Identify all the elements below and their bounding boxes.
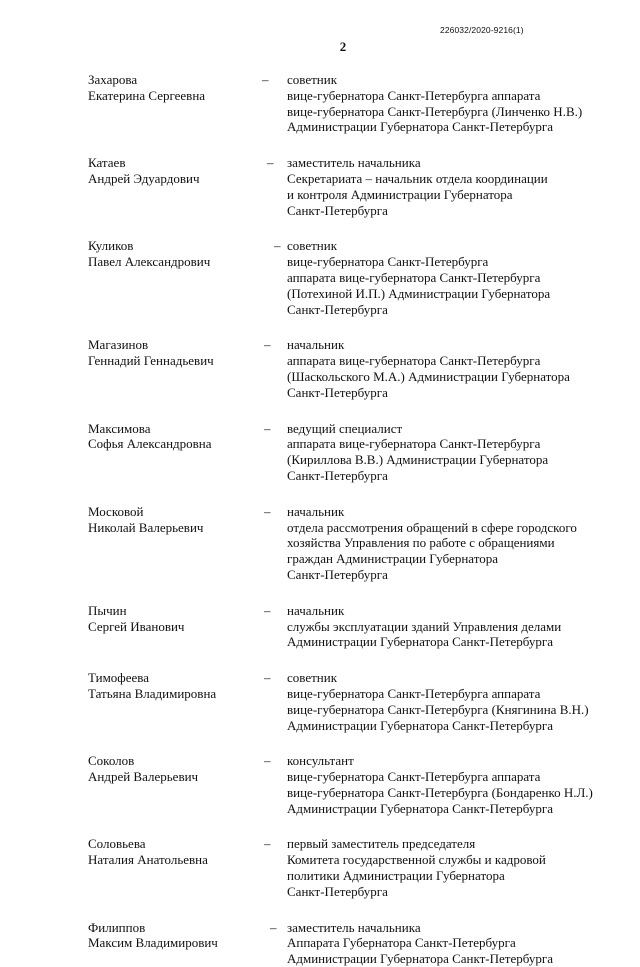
list-item [0,337,640,400]
person-name [88,72,258,104]
dash-separator: – [264,753,271,769]
dash-separator: – [264,420,271,436]
dash-separator: – [264,503,271,519]
person-given-name: Андрей Эдуардович [88,170,200,186]
position-line: аппарата вице-губернатора Санкт-Петербурга [287,269,541,285]
position-line: вице-губернатора Санкт-Петербурга [287,254,489,270]
dash-separator: – [267,155,274,171]
person-name [88,155,258,187]
position-line: Администрации Губернатора Санкт-Петербурга [287,800,553,816]
list-item [0,72,640,135]
position-line: Администрации Губернатора Санкт-Петербурга [287,717,553,733]
list-item [0,421,640,484]
person-surname: Захарова [88,72,138,87]
person-surname: Магазинов [88,337,149,353]
position-line: Санкт-Петербурга [287,467,388,483]
list-item [0,155,640,218]
document-id: 226032/2020-9216(1) [440,25,524,35]
position-line: начальник [287,503,345,519]
position-line: службы эксплуатации зданий Управления делами [287,618,562,634]
position-line: Санкт-Петербурга [287,883,388,899]
position-line: аппарата вице-губернатора Санкт-Петербурга [287,436,541,452]
position-line: Санкт-Петербурга [287,202,388,218]
list-item [0,504,640,583]
person-surname: Соколов [88,753,135,769]
person-given-name: Николай Валерьевич [88,519,204,535]
person-name [88,238,258,270]
person-name [88,836,258,868]
position-text [287,753,617,816]
dash-separator: – [264,670,271,686]
position-line: консультант [287,753,354,769]
person-surname: Тимофеева [88,670,150,686]
position-line: советник [287,72,338,87]
person-given-name: Татьяна Владимировна [88,685,217,701]
dash-separator: – [274,238,281,254]
position-line: аппарата вице-губернатора Санкт-Петербурга [287,353,541,369]
person-given-name: Павел Александрович [88,254,211,270]
position-text [287,670,617,733]
person-given-name: Сергей Иванович [88,618,185,634]
list-item [0,238,640,317]
position-line: Комитета государственной службы и кадровой [287,852,546,868]
position-line: (Кириллова В.В.) Администрации Губернатора [287,452,549,468]
person-name [88,504,258,536]
person-given-name: Наталия Анатольевна [88,852,208,868]
position-text [287,337,617,400]
position-line: начальник [287,337,345,353]
position-line: заместитель начальника [287,155,421,171]
position-line: вице-губернатора Санкт-Петербурга (Линченко Н.В.) [287,103,583,119]
position-line: Аппарата Губернатора Санкт-Петербурга [287,935,516,951]
position-line: Санкт-Петербурга [287,301,388,317]
position-line: первый заместитель председателя [287,836,476,852]
person-given-name: Софья Александровна [88,436,212,452]
position-line: вице-губернатора Санкт-Петербурга аппарата [287,685,541,701]
person-surname: Пычин [88,602,127,618]
person-surname: Куликов [88,238,134,254]
position-line: Санкт-Петербурга [287,384,388,400]
dash-separator: – [264,337,271,353]
list-item [0,603,640,650]
position-line: Администрации Губернатора Санкт-Петербурга [287,119,553,135]
person-surname: Московой [88,503,144,519]
position-line: (Шаскольского М.А.) Администрации Губернатора [287,368,570,384]
position-line: советник [287,670,338,686]
position-text [287,603,617,650]
position-line: Администрации Губернатора Санкт-Петербурга [287,951,553,967]
position-line: ведущий специалист [287,420,403,436]
page-number: 2 [339,39,347,54]
person-surname: Соловьева [88,836,146,852]
person-given-name: Андрей Валерьевич [88,769,199,785]
position-text [287,421,617,484]
person-surname: Максимова [88,420,151,436]
person-name [88,603,258,635]
list-item [0,836,640,899]
position-text [287,155,617,218]
position-line: Санкт-Петербурга [287,566,388,582]
position-line: Администрации Губернатора Санкт-Петербурга [287,634,553,650]
dash-separator: – [264,602,271,618]
position-line: политики Администрации Губернатора [287,868,505,884]
position-line: советник [287,238,338,254]
position-line: Секретариата – начальник отдела координации [287,170,548,186]
dash-separator: – [270,919,277,935]
position-line: вице-губернатора Санкт-Петербурга аппарата [287,87,541,103]
position-text [287,72,617,135]
person-name [88,670,258,702]
position-line: отдела рассмотрения обращений в сфере городского [287,519,577,535]
position-text [287,504,617,583]
list-item [0,920,640,967]
person-given-name: Екатерина Сергеевна [88,87,206,103]
person-name [88,753,258,785]
position-line: вице-губернатора Санкт-Петербурга (Бондаренко Н.Л.) [287,784,593,800]
list-item [0,670,640,733]
position-line: и контроля Администрации Губернатора [287,186,513,202]
position-line: вице-губернатора Санкт-Петербурга (Княгинина В.Н.) [287,701,589,717]
person-given-name: Геннадий Геннадьевич [88,353,214,369]
position-line: начальник [287,602,345,618]
position-line: вице-губернатора Санкт-Петербурга аппарата [287,769,541,785]
personnel-list [0,72,640,967]
position-line: граждан Администрации Губернатора [287,551,499,567]
dash-separator: – [262,72,269,87]
person-given-name: Максим Владимирович [88,935,218,951]
position-text [287,238,617,317]
position-text [287,920,617,967]
position-line: заместитель начальника [287,919,421,935]
person-name [88,920,258,952]
dash-separator: – [264,836,271,852]
position-line: (Потехиной И.П.) Администрации Губернатора [287,285,551,301]
position-line: хозяйства Управления по работе с обращениями [287,535,555,551]
list-item [0,753,640,816]
person-name [88,337,258,369]
person-name [88,421,258,453]
person-surname: Катаев [88,155,126,171]
person-surname: Филиппов [88,919,146,935]
position-text [287,836,617,899]
